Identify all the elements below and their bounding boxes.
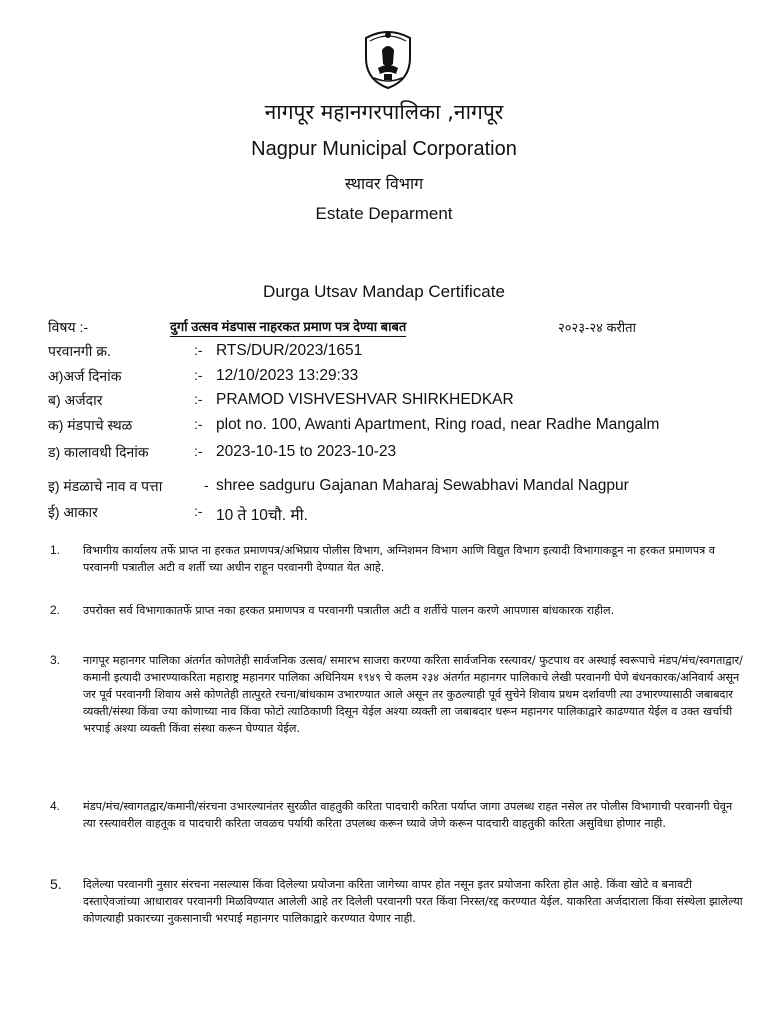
- condition-text: दिलेल्या परवानगी नुसार संरचना नसल्यास किंवा दिलेल्या प्रयोजना करिता जागेच्या वापर होत नसून इतर प्रयोजना करिता होत आहे. किंवा खोटे व बनावटी दस्ताऐवजांच्या आधारावर परवानगी मिळविण्यात आलेली आहे तर दिलेली परवानगी परत किंवा निरस्त/रद्द करण्यात येईल. याकरिता अर्जदाराला किंवा संस्थेला झालेल्या कोणत्याही प्रकारच्या नुकसानाची भरपाई महानगर पालिकाद्वारे करण्यात येणार नाही.: [83, 878, 743, 925]
- field-separator: -: [204, 477, 209, 493]
- field-value: 10 ते 10चौ. मी.: [216, 507, 308, 524]
- condition-text: विभागीय कार्यालय तर्फे प्राप्त ना हरकत प्रमाणपत्र/अभिप्राय पोलीस विभाग, अग्निशमन विभाग आणि विद्युत विभाग इत्यादी विभागाकडून ना हरकत प्रमाणपत्र व परवानगी पत्रातील अटी व शर्ती च्या अधीन राहून परवानगी देण्यात येत आहे.: [83, 544, 716, 574]
- field-value: PRAMOD VISHVESHVAR SHIRKHEDKAR: [216, 391, 514, 408]
- field-label: ड) कालावधी दिनांक: [48, 444, 149, 460]
- field-value: shree sadguru Gajanan Maharaj Sewabhavi Mandal Nagpur: [216, 477, 629, 494]
- field-label: अ)अर्ज दिनांक: [48, 368, 122, 384]
- field-label: परवानगी क्र.: [48, 343, 111, 359]
- subject-year: २०२३-२४ करीता: [558, 320, 636, 335]
- field-separator: :-: [194, 342, 203, 358]
- field-separator: :-: [194, 503, 203, 519]
- subject-label: विषय :-: [48, 319, 89, 335]
- field-separator: :-: [194, 416, 203, 432]
- org-name-english: Nagpur Municipal Corporation: [251, 138, 517, 160]
- condition-text: मंडप/मंच/स्वागतद्वार/कमानी/संरचना उभारल्यानंतर सुरळीत वाहतुकी करिता पादचारी करिता पर्याप्त जागा उपलब्ध राहत नसेल तर पोलीस विभागाची परवानगी घेवून त्या रस्त्यावरील वाहतूक व पादचारी करिता जवळच पर्यायी करिता उपलब्ध करून घ्यावे जेणे करून पादचारी वाहतुकी करिता असुविधा होणार नाही.: [83, 800, 733, 830]
- nmc-emblem-icon: [360, 28, 416, 90]
- dept-name-english: Estate Deparment: [315, 204, 453, 223]
- field-value: 12/10/2023 13:29:33: [216, 367, 359, 384]
- field-label: ब) अर्जदार: [48, 392, 103, 408]
- field-separator: :-: [194, 391, 203, 407]
- field-value: 2023-10-15 to 2023-10-23: [216, 443, 397, 460]
- condition-text: नागपूर महानगर पालिका अंतर्गत कोणतेही सार्वजनिक उत्सव/ समारभ साजरा करण्या करिता सार्वजनिक रस्त्यावर/ फुटपाथ वर अस्थाई स्वरूपाचे मंडप/मंच/स्वगताद्वार/कमानी इत्यादी उभारण्याकरिता महाराष्ट्र महानगर पालिका अधिनियम १९४९ चे कलम २३४ अंतर्गत महानगर पालिकाचे लेखी परवानगी घेणे बंधनकारक/अनिवार्य असून जर पूर्व परवानगी शिवाय असे कोणतेही तात्पुरते रचना/बांधकाम उभारण्यात आले असून तर कुठल्याही पूर्व सुचेने शिवाय प्रथम दर्शावणी त्या उभारण्यासाठी जबाबदार व्यक्ती/संस्था किंवा ज्या कोणाच्या नाव किंवा फोटो त्याठिकाणी दिसून येईल अश्या व्यक्ती ला जबाबदार धरून महानगर पालिकाद्वारे काढण्यात येईल व उक्त खर्चाची भरपाई अश्या व्यक्ती किंवा संस्था करून घेण्यात येईल.: [83, 654, 743, 735]
- condition-text: उपरोक्त सर्व विभागाकातर्फे प्राप्त नका हरकत प्रमाणपत्र व परवानगी पत्रातील अटी व शर्तीचे पालन करणे आपणास बांधकारक राहील.: [83, 604, 615, 617]
- condition-number: 3.: [50, 653, 61, 667]
- field-label: क) मंडपाचे स्थळ: [48, 417, 133, 433]
- field-value: RTS/DUR/2023/1651: [216, 342, 363, 359]
- org-name-marathi: नागपूर महानगरपालिका ,नागपूर: [264, 100, 504, 124]
- condition-number: 1.: [50, 543, 61, 557]
- field-separator: :-: [194, 367, 203, 383]
- condition-number: 2.: [50, 603, 61, 617]
- field-label: इ) मंडळाचे नाव व पत्ता: [48, 478, 163, 494]
- dept-name-marathi: स्थावर विभाग: [344, 174, 424, 193]
- condition-number: 5.: [50, 876, 62, 892]
- field-value: plot no. 100, Awanti Apartment, Ring road, near Radhe Mangalm: [216, 416, 660, 433]
- condition-number: 4.: [50, 799, 61, 813]
- certificate-title: Durga Utsav Mandap Certificate: [263, 282, 505, 301]
- subject-text: दुर्गा उत्सव मंडपास नाहरकत प्रमाण पत्र देण्या बाबत: [170, 317, 406, 337]
- field-separator: :-: [194, 443, 203, 459]
- field-label: ई) आकार: [48, 504, 98, 520]
